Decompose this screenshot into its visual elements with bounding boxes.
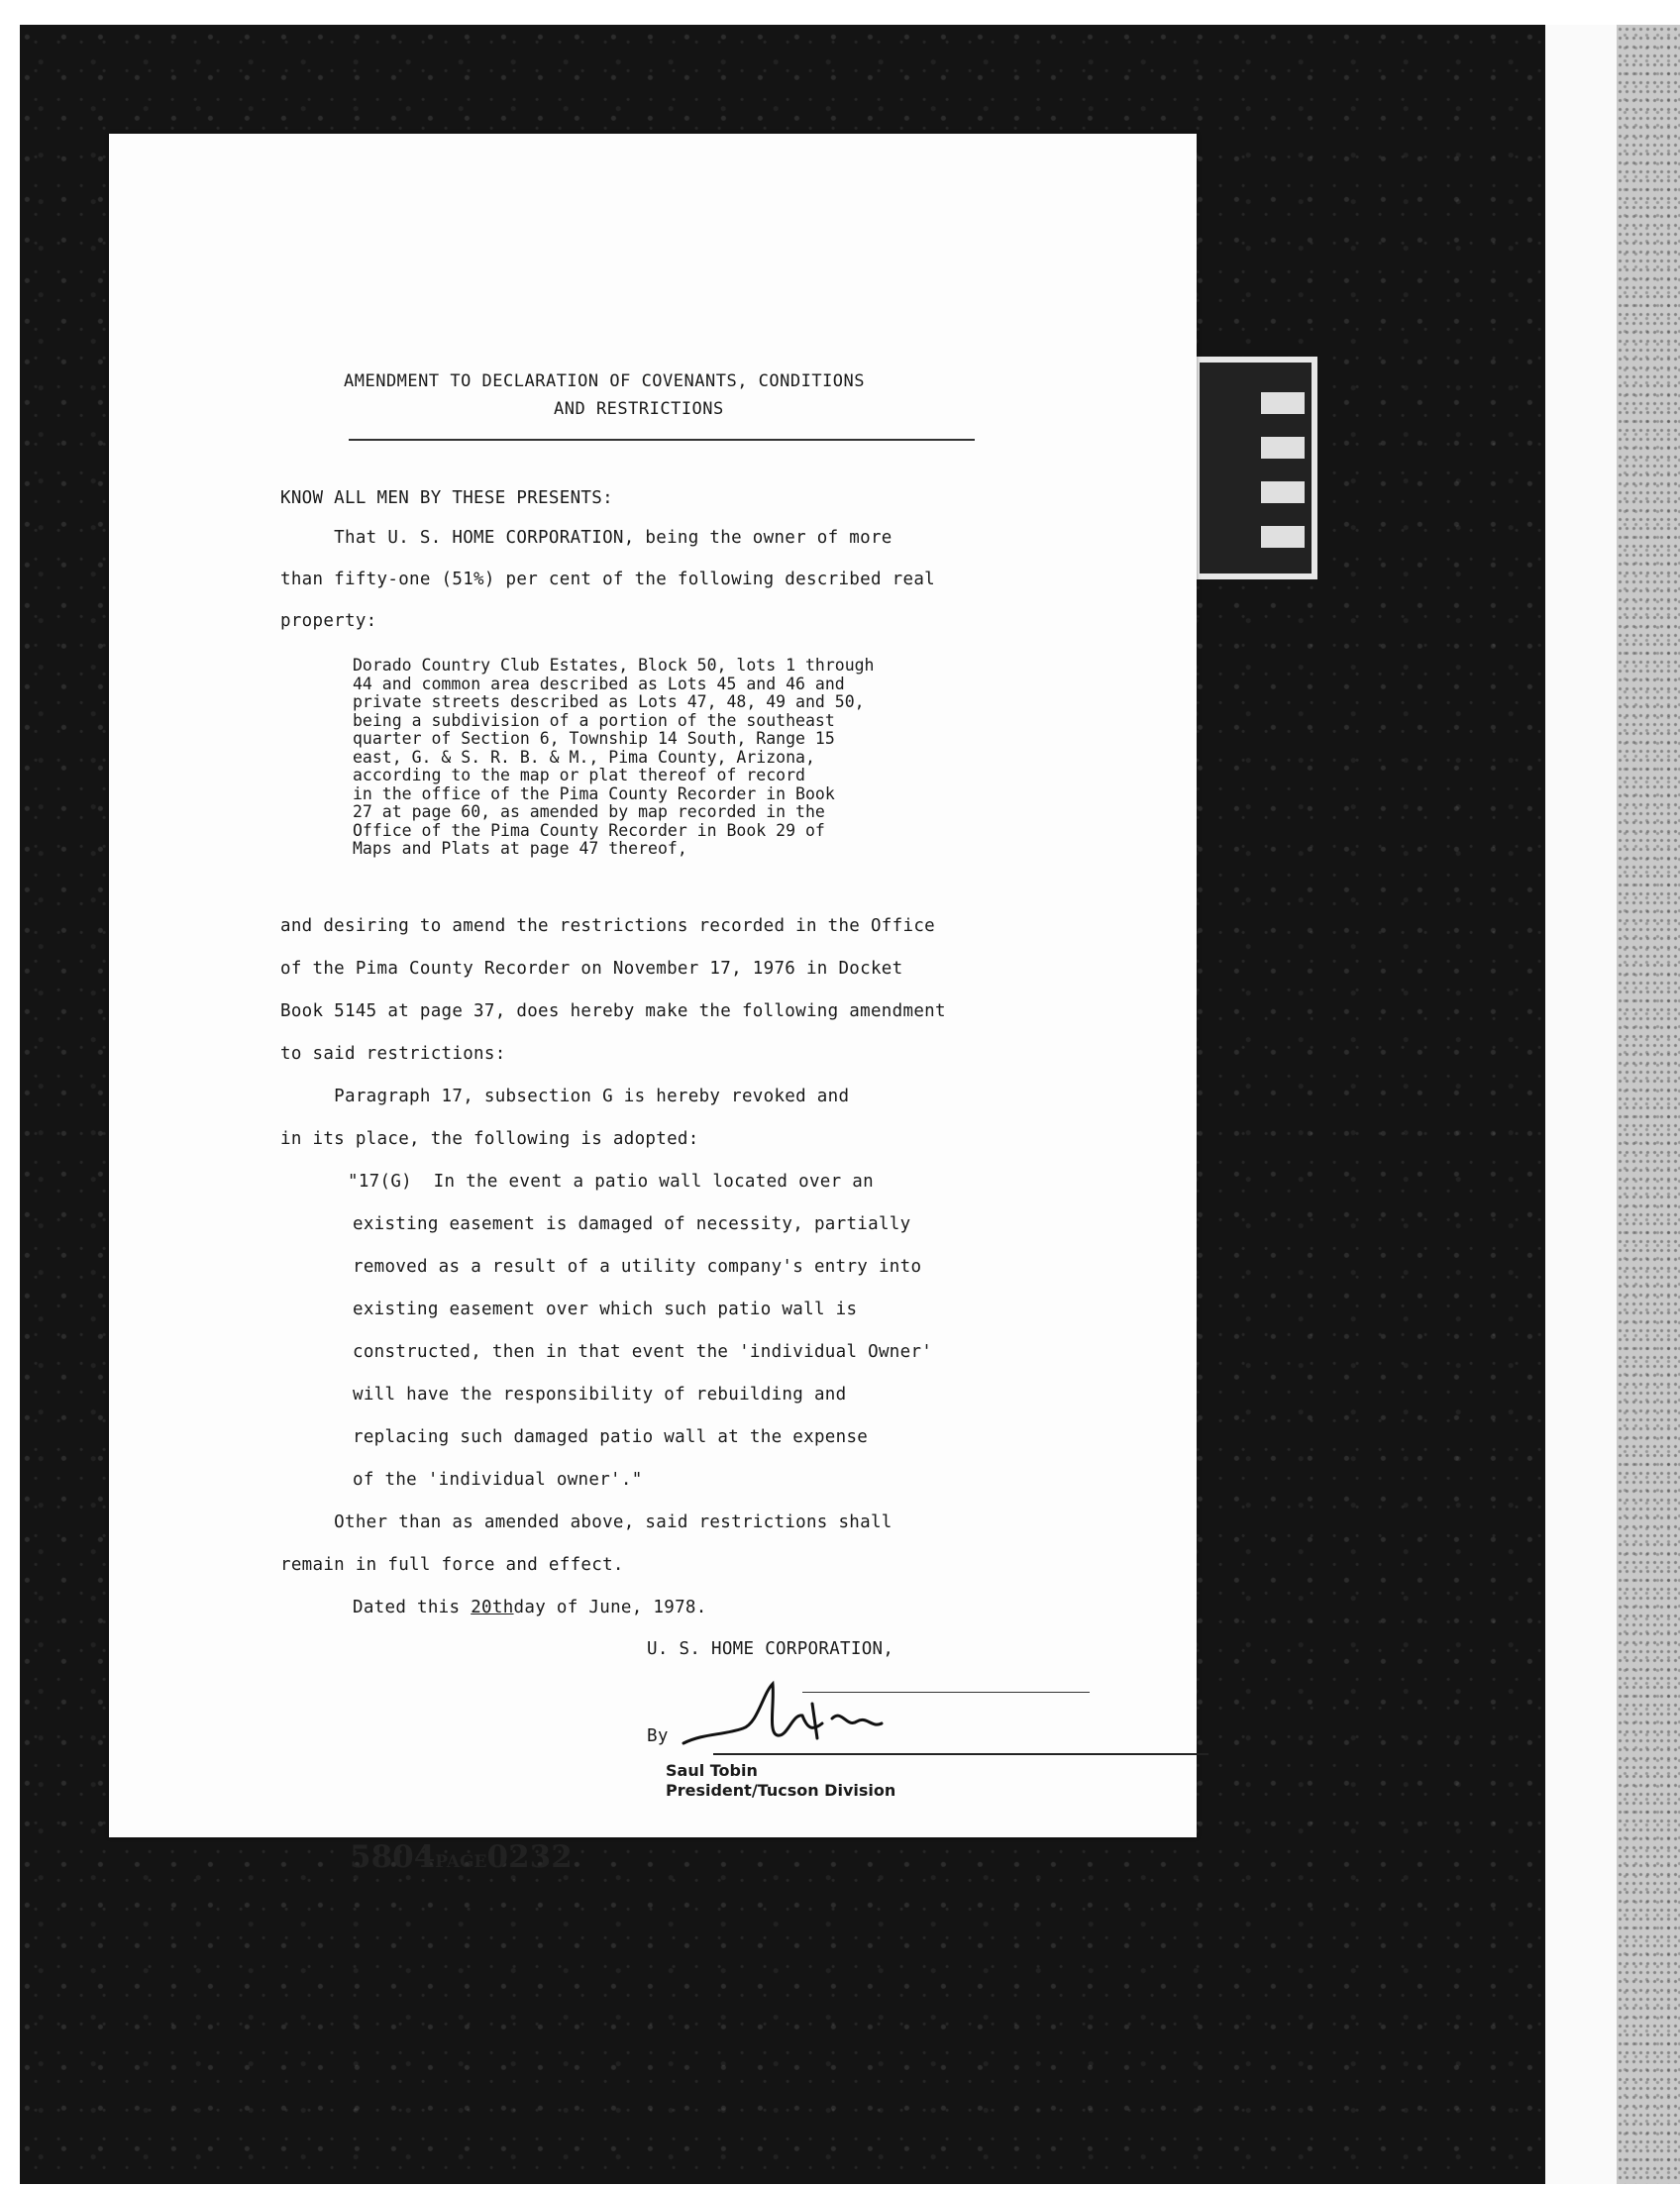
legal-line: Dorado Country Club Estates, Block 50, lots 1 through	[353, 656, 875, 675]
legal-line: in the office of the Pima County Recorder in Book	[353, 783, 835, 803]
legal-line: 27 at page 60, as amended by map recorded in the	[353, 802, 825, 821]
docket-mid: PAGE	[435, 1852, 487, 1872]
para3-line: Paragraph 17, subsection G is hereby revoked and	[280, 1087, 850, 1106]
scan-edge-strip	[1617, 25, 1680, 2184]
document-page	[109, 134, 1197, 1875]
signer-title: President/Tucson Division	[666, 1781, 896, 1800]
document-title-line2: AND RESTRICTIONS	[554, 399, 724, 419]
document-title-line1: AMENDMENT TO DECLARATION OF COVENANTS, CONDITIONS	[344, 371, 866, 391]
amendment-line: constructed, then in that event the 'individual Owner'	[353, 1342, 933, 1362]
amendment-line: replacing such damaged patio wall at the expense	[353, 1427, 869, 1447]
amendment-line: existing easement is damaged of necessity, partially	[353, 1214, 911, 1234]
legal-line: being a subdivision of a portion of the southeast	[353, 710, 835, 730]
para1-line: That U. S. HOME CORPORATION, being the owner of more	[280, 528, 892, 548]
para4-line: Other than as amended above, said restrictions shall	[280, 1512, 892, 1532]
para4-line: remain in full force and effect.	[280, 1555, 624, 1575]
amendment-line: will have the responsibility of rebuilding and	[353, 1385, 847, 1405]
title-rule	[349, 439, 975, 441]
signature-line	[713, 1753, 1208, 1755]
amendment-line: removed as a result of a utility company's entry into	[353, 1257, 922, 1277]
para3-line: in its place, the following is adopted:	[280, 1129, 699, 1149]
dated-prefix: Dated this	[353, 1598, 472, 1617]
legal-description	[353, 657, 875, 859]
legal-line: Office of the Pima County Recorder in Book 29 of	[353, 820, 825, 840]
para2-line: and desiring to amend the restrictions recorded in the Office	[280, 916, 935, 936]
amendment-line: "17(G) In the event a patio wall located over an	[348, 1172, 874, 1192]
amendment-line: existing easement over which such patio wall is	[353, 1300, 858, 1319]
dated-day: 20th	[471, 1598, 514, 1617]
company-name: U. S. HOME CORPORATION,	[647, 1639, 894, 1659]
para2-line: Book 5145 at page 37, does hereby make the following amendment	[280, 1001, 946, 1021]
tab-slot	[1261, 481, 1305, 503]
para2-line: of the Pima County Recorder on November 17, 1976 in Docket	[280, 959, 903, 979]
dated-suffix: day of June, 1978.	[513, 1598, 707, 1617]
file-tab-decoration	[1194, 357, 1317, 579]
docket-page: 0232	[486, 1839, 573, 1875]
legal-line: east, G. & S. R. B. & M., Pima County, Arizona,	[353, 747, 815, 767]
para1-line: than fifty-one (51%) per cent of the following described real	[280, 570, 935, 589]
signer-name: Saul Tobin	[666, 1761, 758, 1780]
tab-slot	[1261, 392, 1305, 414]
para2-line: to said restrictions:	[280, 1044, 506, 1064]
amendment-line: of the 'individual owner'."	[353, 1470, 643, 1490]
legal-line: quarter of Section 6, Township 14 South, Range 15	[353, 729, 835, 748]
legal-line: Maps and Plats at page 47 thereof,	[353, 839, 687, 858]
scan-gap	[1545, 25, 1617, 2184]
para1-line: property:	[280, 611, 377, 631]
opening-line: KNOW ALL MEN BY THESE PRESENTS:	[280, 488, 613, 508]
dated-line	[353, 1598, 707, 1617]
docket-stamp	[350, 1839, 573, 1875]
tab-slot	[1261, 526, 1305, 548]
legal-line: according to the map or plat thereof of record	[353, 766, 805, 784]
by-label: By	[647, 1726, 669, 1746]
tab-slot	[1261, 437, 1305, 459]
legal-line: 44 and common area described as Lots 45 and 46 and	[353, 674, 845, 693]
docket-number: 5804	[350, 1839, 436, 1875]
legal-line: private streets described as Lots 47, 48, 49 and 50,	[353, 692, 865, 711]
